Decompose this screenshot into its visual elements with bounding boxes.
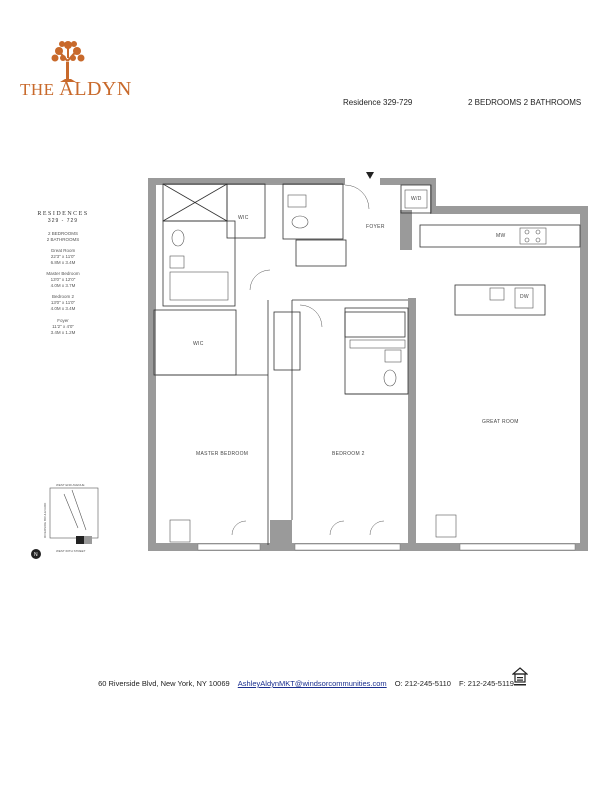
door-swings bbox=[232, 185, 384, 535]
room-foyer-label: FOYER bbox=[366, 224, 385, 230]
keyplan-bottom-street: WEST 60TH STREET bbox=[56, 549, 86, 553]
sidebar-line: Master Bedroom bbox=[46, 271, 80, 277]
room-wic-label: WIC bbox=[238, 215, 249, 221]
sidebar-line: 2 BEDROOMS bbox=[47, 230, 78, 236]
footer-office-phone: O: 212-245-5110 bbox=[394, 679, 451, 688]
sidebar-line: 13'0" x 11'0" bbox=[50, 300, 76, 306]
sidebar-line: 4.0M x 3.4M bbox=[50, 306, 76, 312]
room-wd-label: W/D bbox=[411, 196, 422, 202]
interior-walls bbox=[154, 184, 580, 545]
key-plan bbox=[22, 480, 102, 570]
sidebar-line: 22'3" x 11'0" bbox=[50, 254, 76, 260]
brand-main: ALDYN bbox=[59, 78, 132, 100]
sidebar-line: Great Room bbox=[50, 247, 76, 253]
fixtures bbox=[170, 190, 546, 542]
sidebar-title: RESIDENCES bbox=[37, 211, 89, 217]
beds-baths-label: 2 BEDROOMS 2 BATHROOMS bbox=[468, 98, 582, 107]
exterior-walls bbox=[148, 178, 588, 551]
north-label: N bbox=[34, 552, 38, 558]
room-dw-label: DW bbox=[520, 294, 529, 300]
keyplan-top-street: WEST END AVENUE bbox=[56, 483, 85, 487]
footer-fax: F: 212-245-5119 bbox=[459, 679, 514, 688]
residence-label: Residence 329-729 bbox=[343, 98, 413, 107]
brand-prefix: THE bbox=[20, 80, 60, 99]
sidebar-line: 6.8M x 3.4M bbox=[50, 260, 76, 266]
entry-arrow-icon bbox=[366, 172, 374, 179]
keyplan-left-street: RIVERSIDE BOULEVARD bbox=[43, 502, 47, 538]
room-bedroom2-label: BEDROOM 2 bbox=[332, 451, 365, 457]
room-great-room-label: GREAT ROOM bbox=[482, 419, 519, 425]
sidebar-line: 3.4M x 1.2M bbox=[50, 329, 76, 335]
room-master-bedroom-label: MASTER BEDROOM bbox=[196, 451, 249, 457]
sidebar-line: Bedroom 2 bbox=[51, 294, 74, 300]
room-wic2-label: WIC bbox=[193, 341, 204, 347]
sidebar-line: 13'0" x 12'0" bbox=[50, 277, 76, 283]
sidebar-units: 329 - 729 bbox=[47, 218, 79, 225]
footer-address: 60 Riverside Blvd, New York, NY 10069 bbox=[98, 679, 230, 688]
equal-housing-icon bbox=[512, 667, 528, 687]
sidebar-line: Foyer bbox=[57, 317, 69, 323]
sidebar-line: 4.0M x 3.7M bbox=[50, 283, 76, 289]
room-mw-label: MW bbox=[496, 233, 506, 239]
windows bbox=[198, 544, 575, 550]
sidebar-line: 2 BATHROOMS bbox=[46, 236, 80, 242]
sidebar-line: 11'2" x 4'0" bbox=[52, 323, 74, 329]
footer-email-link[interactable]: AshleyAldynMKT@windsorcommunities.com bbox=[237, 679, 387, 688]
